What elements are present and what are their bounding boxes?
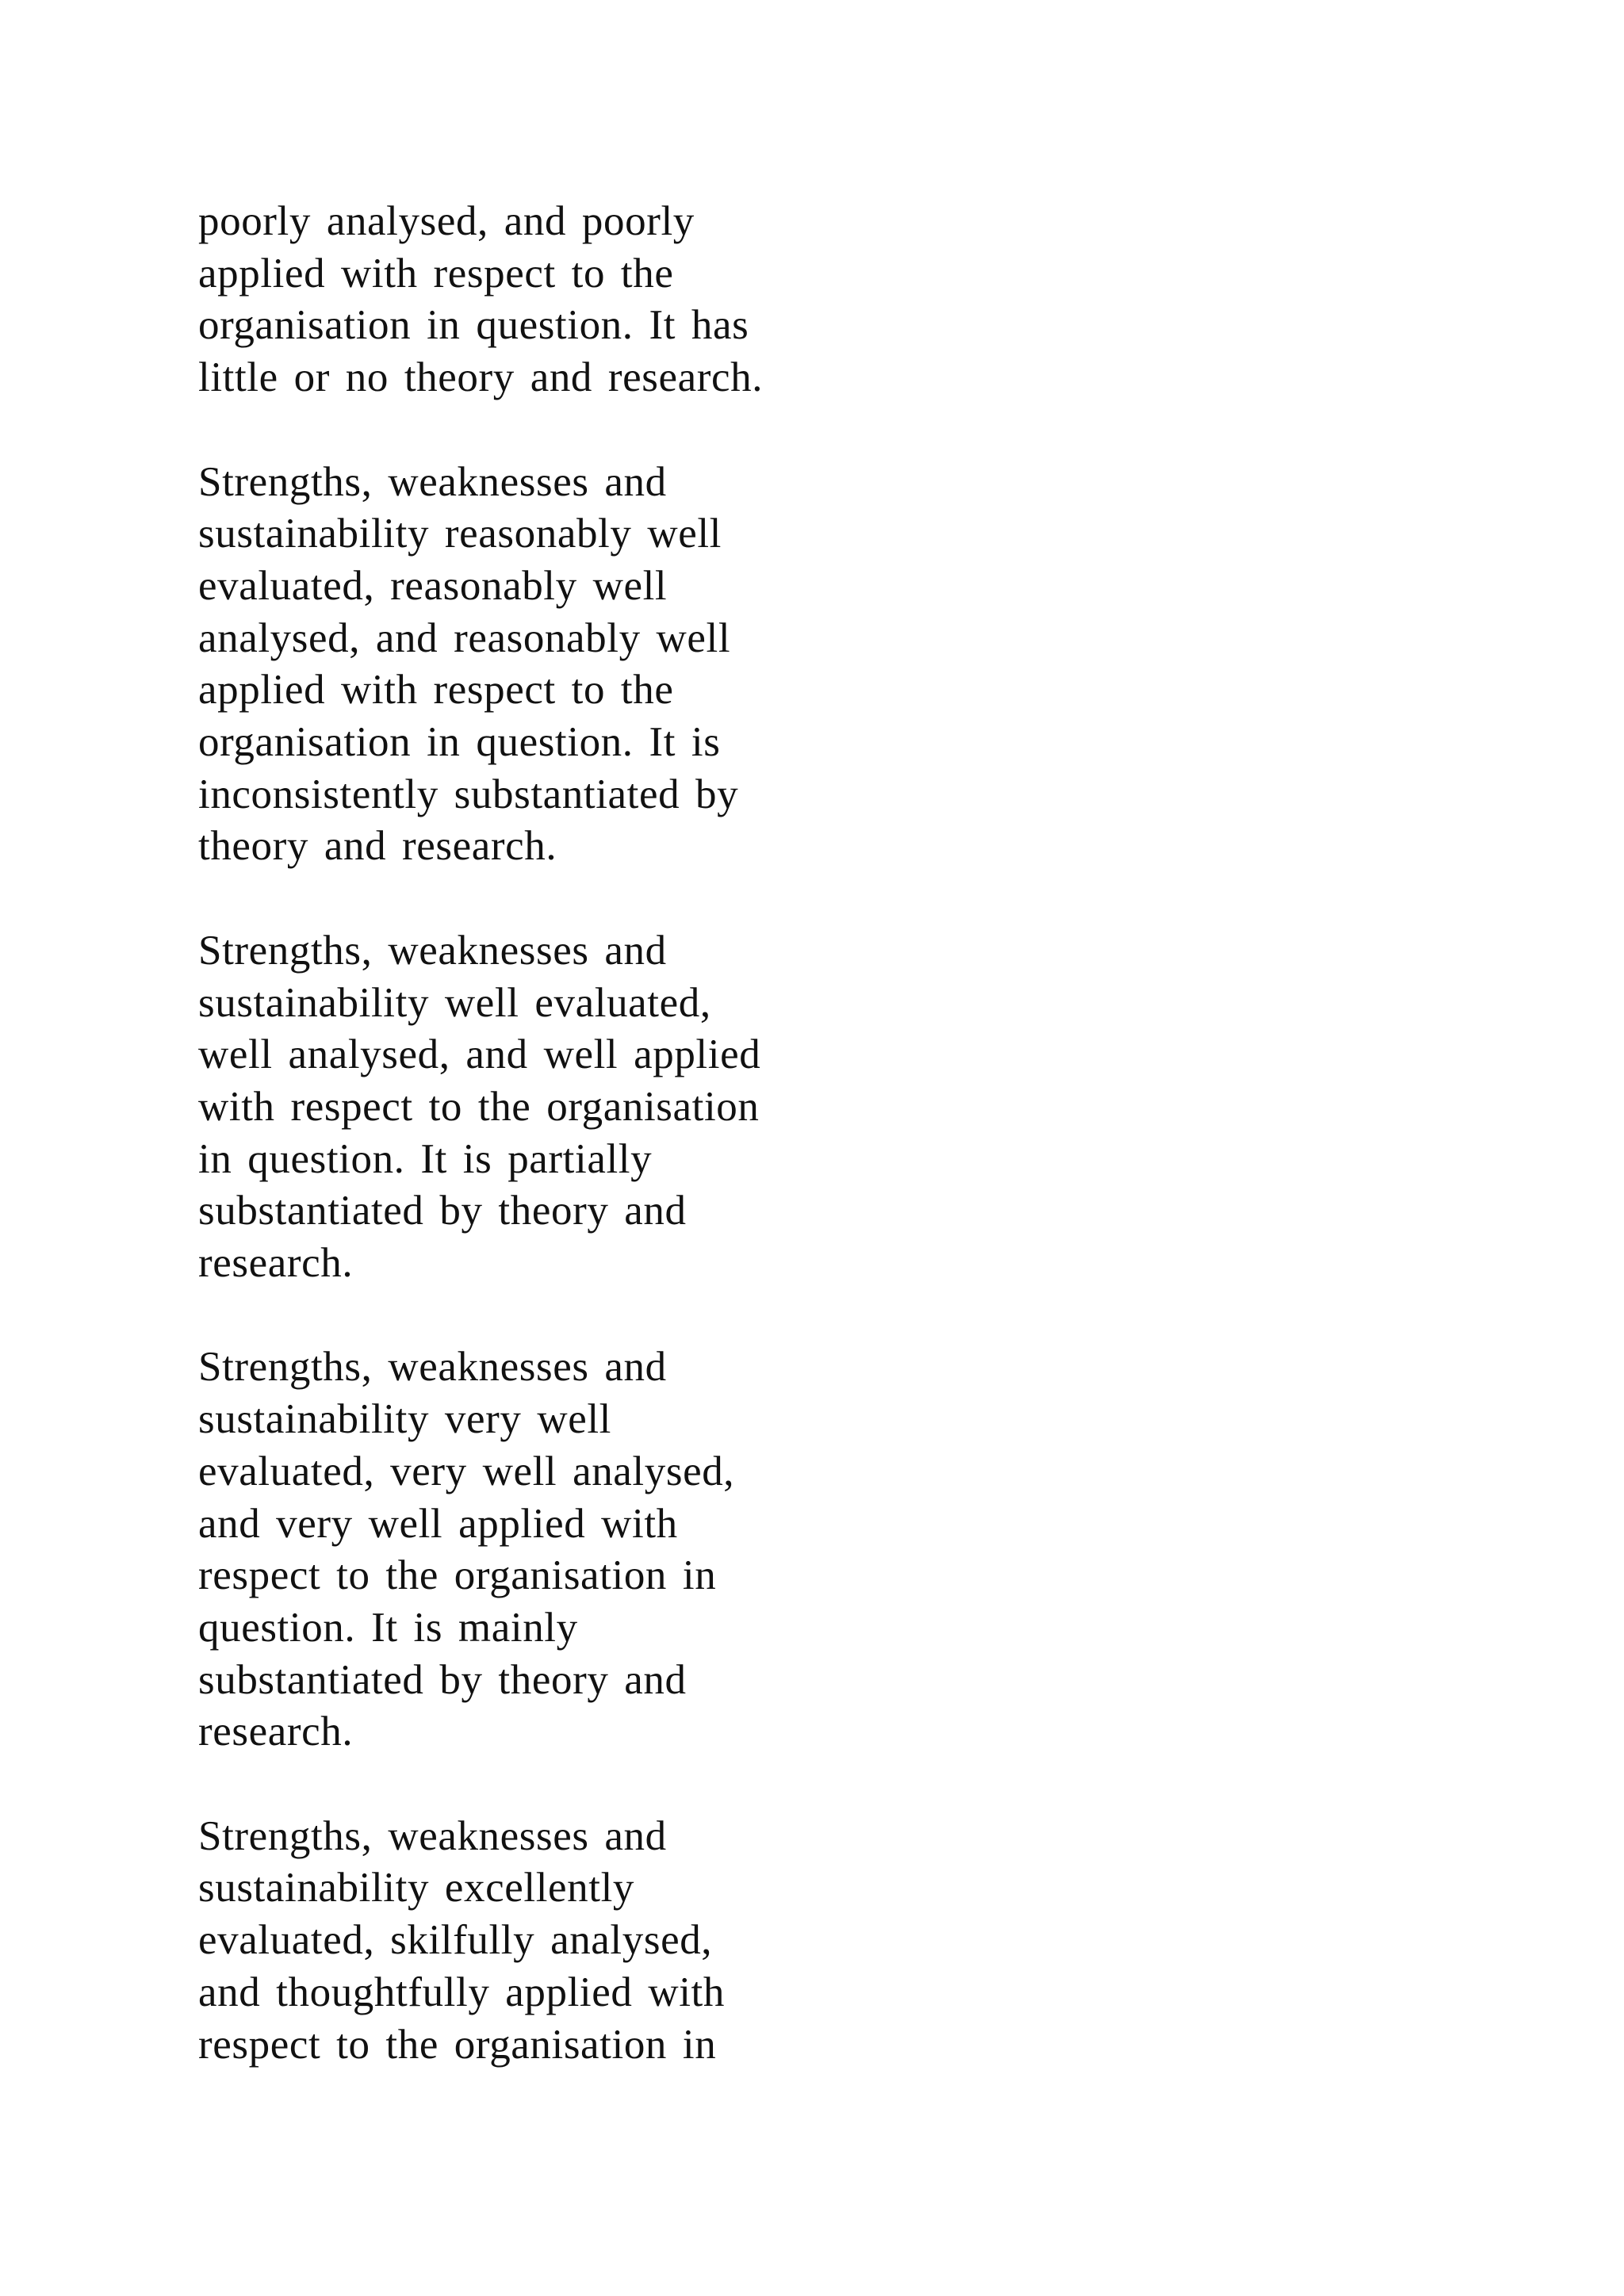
text-line: evaluated, reasonably well bbox=[198, 562, 668, 609]
paragraph-5 bbox=[198, 1811, 912, 2072]
text-line: sustainability very well bbox=[198, 1396, 611, 1443]
text-line: and thoughtfully applied with bbox=[198, 1969, 725, 2015]
text-line: analysed, and reasonably well bbox=[198, 614, 731, 661]
text-line: sustainability reasonably well bbox=[198, 511, 722, 557]
text-line: applied with respect to the bbox=[198, 250, 674, 297]
text-line: organisation in question. It is bbox=[198, 719, 721, 766]
text-column bbox=[198, 196, 912, 2123]
text-line: Strengths, weaknesses and bbox=[198, 927, 667, 974]
text-line: Strengths, weaknesses and bbox=[198, 1344, 667, 1391]
text-line: organisation in question. It has bbox=[198, 302, 749, 349]
text-line: question. It is mainly bbox=[198, 1604, 578, 1651]
text-line: evaluated, very well analysed, bbox=[198, 1448, 735, 1494]
text-line: little or no theory and research. bbox=[198, 354, 764, 401]
paragraph-1 bbox=[198, 196, 912, 404]
text-line: applied with respect to the bbox=[198, 667, 674, 714]
text-line: poorly analysed, and poorly bbox=[198, 198, 695, 244]
text-line: sustainability excellently bbox=[198, 1865, 634, 1911]
paragraph-4 bbox=[198, 1341, 912, 1758]
text-line: substantiated by theory and bbox=[198, 1656, 687, 1703]
text-line: substantiated by theory and bbox=[198, 1188, 687, 1234]
text-line: evaluated, skilfully analysed, bbox=[198, 1917, 713, 1964]
text-line: in question. It is partially bbox=[198, 1135, 653, 1182]
paragraph-2 bbox=[198, 457, 912, 874]
text-line: research. bbox=[198, 1240, 354, 1287]
text-line: inconsistently substantiated by bbox=[198, 771, 739, 817]
text-line: Strengths, weaknesses and bbox=[198, 458, 667, 505]
text-line: sustainability well evaluated, bbox=[198, 979, 711, 1026]
text-line: and very well applied with bbox=[198, 1500, 678, 1547]
text-line: respect to the organisation in bbox=[198, 1552, 717, 1599]
text-line: respect to the organisation in bbox=[198, 2021, 717, 2068]
text-line: research. bbox=[198, 1709, 354, 1755]
paragraph-3 bbox=[198, 925, 912, 1290]
text-line: with respect to the organisation bbox=[198, 1083, 760, 1130]
text-line: theory and research. bbox=[198, 823, 557, 870]
text-line: well analysed, and well applied bbox=[198, 1031, 761, 1078]
text-line: Strengths, weaknesses and bbox=[198, 1812, 667, 1859]
